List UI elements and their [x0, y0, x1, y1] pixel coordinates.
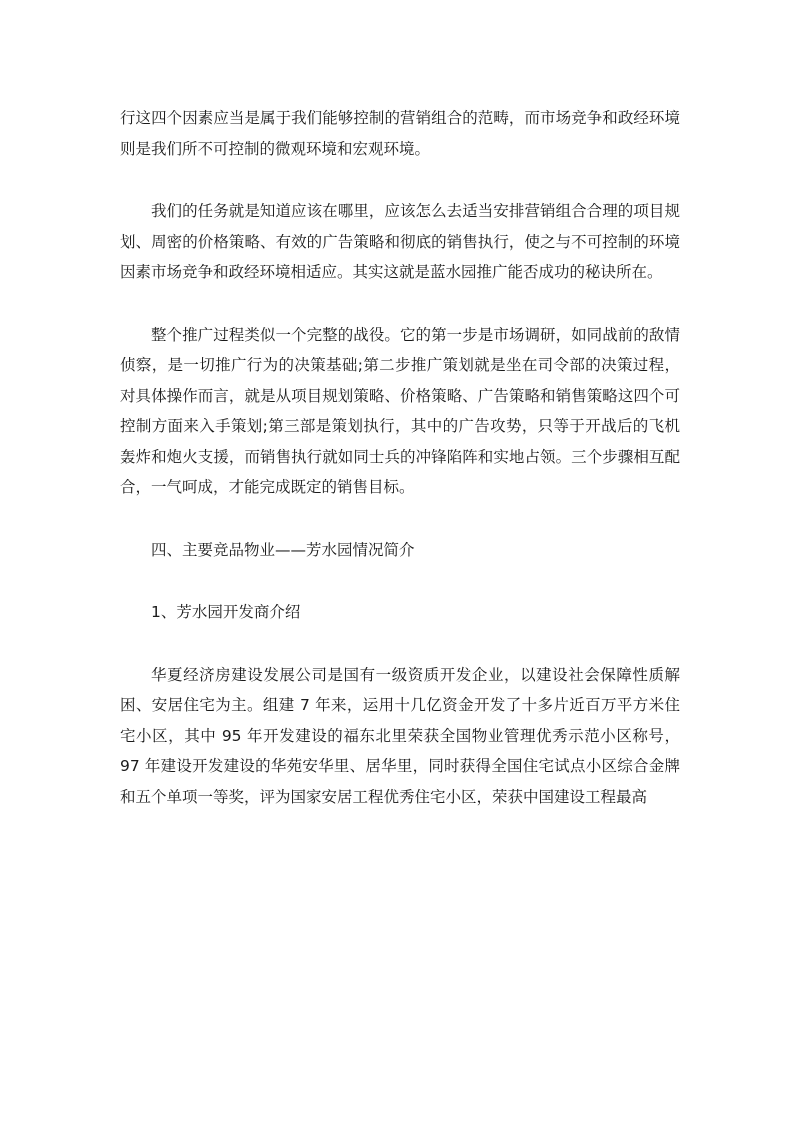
- subsection-heading: 1、芳水园开发商介绍: [151, 603, 301, 621]
- paragraph-continuation: 行这四个因素应当是属于我们能够控制的营销组合的范畴，而市场竞争和政经环境则是我们所不可控制的微观环境和宏观环境。: [120, 109, 680, 158]
- paragraph-developer: 华夏经济房建设发展公司是国有一级资质开发企业，以建设社会保障性质解困、安居住宅为主。组建 7 年来，运用十几亿资金开发了十多片近百万平方米住宅小区，其中 95 年开发建设的福东北里荣获全国物业管理优秀示范小区称号，97 年建设开发建设的华苑安华里、居华里，同时获得全国住宅试点小区综合金牌和五个单项一等奖，评为国家安居工程优秀住宅小区，荣获中国建设工程最高: [120, 665, 680, 806]
- paragraph-task: 我们的任务就是知道应该在哪里，应该怎么去适当安排营销组合合理的项目规划、周密的价格策略、有效的广告策略和彻底的销售执行，使之与不可控制的环境因素市场竞争和政经环境相适应。其实这就是蓝水园推广能否成功的秘诀所在。: [120, 202, 680, 281]
- section-heading: 四、主要竞品物业——芳水园情况简介: [151, 540, 415, 559]
- document-body: [120, 103, 680, 844]
- paragraph-campaign: 整个推广过程类似一个完整的战役。它的第一步是市场调研，如同战前的敌情侦察，是一切推广行为的决策基础;第二步推广策划就是坐在司令部的决策过程，对具体操作而言，就是从项目规划策略、价格策略、广告策略和销售策略这四个可控制方面来入手策划;第三部是策划执行，其中的广告攻势，只等于开战后的飞机轰炸和炮火支援，而销售执行就如同士兵的冲锋陷阵和实地占领。三个步骤相互配合，一气呵成，才能完成既定的销售目标。: [120, 325, 680, 496]
